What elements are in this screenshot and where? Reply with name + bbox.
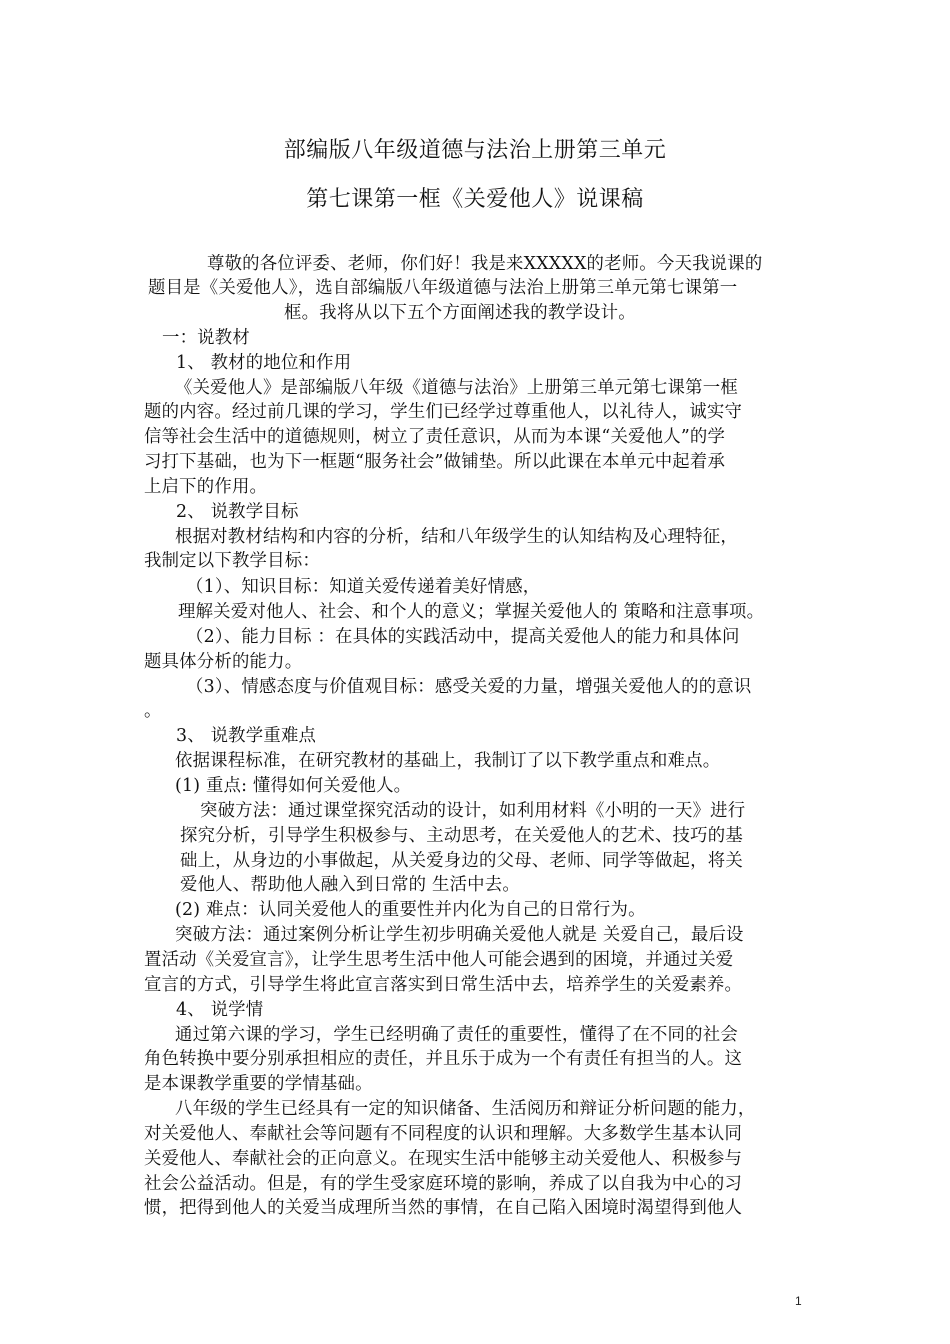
body-line: 尊敬的各位评委、老师，你们好！我是来XXXXX的老师。今天我说课的 [207, 254, 763, 274]
body-line: 根据对教材结构和内容的分析，结和八年级学生的认知结构及心理特征， [175, 527, 738, 547]
section-heading: 一：说教材 [162, 328, 250, 348]
document-title-line-2: 第七课第一框《关爱他人》说课稿 [306, 187, 644, 212]
body-line: 框。我将从以下五个方面阐述我的教学设计。 [284, 303, 636, 323]
page-number: 1 [795, 1294, 802, 1308]
body-line: (2) 难点：认同关爱他人的重要性并内化为自己的日常行为。 [175, 900, 646, 920]
body-line: 突破方法：通过课堂探究活动的设计，如利用材料《小明的一天》进行 [200, 801, 746, 821]
body-line: 我制定以下教学目标： [144, 551, 320, 571]
body-line: 对关爱他人、奉献社会等问题有不同程度的认识和理解。大多数学生基本认同 [144, 1124, 743, 1144]
subsection-heading: 2、 说教学目标 [176, 502, 299, 522]
body-line: 惯，把得到他人的关爱当成理所当然的事情，在自己陷入困境时渴望得到他人 [144, 1198, 743, 1218]
body-line: 理解关爱对他人、社会、和个人的意义；掌握关爱他人的 策略和注意事项。 [178, 602, 765, 622]
subsection-heading: 3、 说教学重难点 [176, 726, 317, 746]
body-line: 《关爱他人》是部编版八年级《道德与法治》上册第三单元第七课第一框 [175, 378, 738, 398]
body-line: 八年级的学生已经具有一定的知识储备、生活阅历和辩证分析问题的能力， [175, 1099, 756, 1119]
body-line: 题目是《关爱他人》，选自部编版八年级道德与法治上册第三单元第七课第一 [148, 278, 738, 298]
subsection-heading: 4、 说学情 [176, 1000, 264, 1020]
body-line: 角色转换中要分别承担相应的责任，并且乐于成为一个有责任有担当的人。这 [144, 1049, 743, 1069]
document-title-line-1: 部编版八年级道德与法治上册第三单元 [283, 138, 667, 163]
body-line: 爱他人、帮助他人融入到日常的 生活中去。 [180, 875, 520, 895]
body-line: 通过第六课的学习，学生已经明确了责任的重要性，懂得了在不同的社会 [175, 1025, 738, 1045]
body-line: 上启下的作用。 [144, 477, 268, 497]
body-line: 是本课教学重要的学情基础。 [144, 1074, 373, 1094]
body-line: 社会公益活动。但是，有的学生受家庭环境的影响，养成了以自我为中心的习 [144, 1174, 743, 1194]
body-line: 础上，从身边的小事做起，从关爱身边的父母、老师、同学等做起，将关 [180, 851, 743, 871]
body-line: 关爱他人、奉献社会的正向意义。在现实生活中能够主动关爱他人、积极参与 [144, 1149, 743, 1169]
body-line: 宣言的方式，引导学生将此宣言落实到日常生活中去，培养学生的关爱素养。 [144, 975, 743, 995]
body-line: （3）、情感态度与价值观目标：感受关爱的力量，增强关爱他人的的意识 [186, 677, 752, 697]
body-line: 突破方法：通过案例分析让学生初步明确关爱他人就是 关爱自己，最后设 [175, 925, 744, 945]
body-line: （2）、能力目标 ：在具体的实践活动中，提高关爱他人的能力和具体问 [186, 627, 740, 647]
body-line: 题具体分析的能力。 [144, 652, 303, 672]
body-line: 信等社会生活中的道德规则，树立了责任意识，从而为本课“关爱他人”的学 [144, 427, 726, 447]
body-line: (1) 重点: 懂得如何关爱他人。 [175, 776, 412, 796]
body-line: 。 [144, 701, 162, 721]
body-line: 探究分析，引导学生积极参与、主动思考，在关爱他人的艺术、技巧的基 [180, 826, 743, 846]
subsection-heading: 1、 教材的地位和作用 [176, 353, 352, 373]
body-line: 置活动《关爱宣言》，让学生思考生活中他人可能会遇到的困境，并通过关爱 [144, 950, 734, 970]
body-line: （1）、知识目标：知道关爱传递着美好情感， [186, 577, 541, 597]
body-line: 依据课程标准，在研究教材的基础上，我制订了以下教学重点和难点。 [175, 751, 721, 771]
body-line: 习打下基础，也为下一框题“服务社会”做铺垫。所以此课在本单元中起着承 [144, 452, 726, 472]
body-line: 题的内容。经过前几课的学习，学生们已经学过尊重他人，以礼待人，诚实守 [144, 402, 743, 422]
